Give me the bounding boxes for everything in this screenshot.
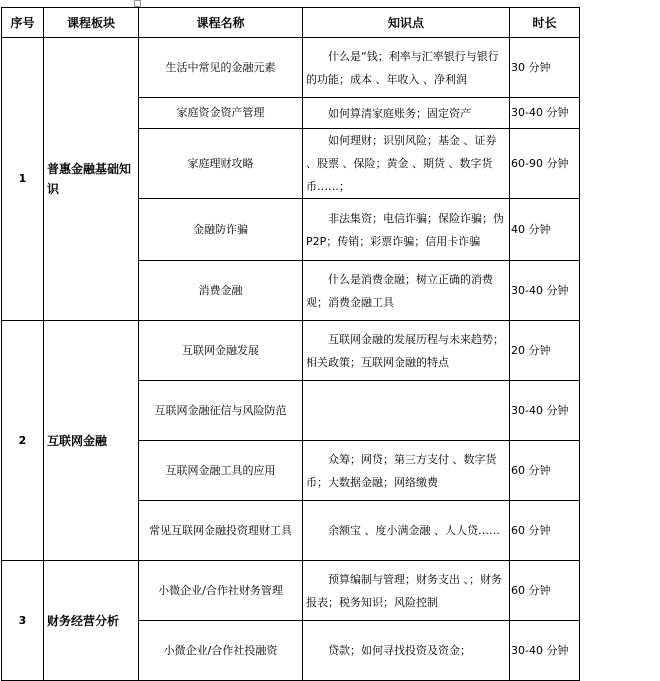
knowledge-points: 预算编制与管理；财务支出 、；财务报表；税务知识；风险控制 <box>303 561 510 621</box>
duration: 30-40 分钟 <box>510 98 580 129</box>
knowledge-points: 众筹；网贷；第三方支付 、数字货币；大数据金融；网络缴费 <box>303 441 510 501</box>
table-row <box>2 38 580 98</box>
group-module: 财务经营分析 <box>44 561 139 681</box>
knowledge-points: 非法集资；电信诈骗；保险诈骗；伪 P2P；传销；彩票诈骗；信用卡诈骗 <box>303 199 510 261</box>
header-course-name: 课程名称 <box>139 8 303 38</box>
table-anchor-icon <box>134 0 141 7</box>
course-name: 常见互联网金融投资理财工具 <box>139 501 303 561</box>
course-name: 互联网金融工具的应用 <box>139 441 303 501</box>
group-module: 互联网金融 <box>44 321 139 561</box>
knowledge-points: 互联网金融的发展历程与未来趋势；相关政策；互联网金融的特点 <box>303 321 510 381</box>
duration: 30-40 分钟 <box>510 261 580 321</box>
duration: 20 分钟 <box>510 321 580 381</box>
group-number: 2 <box>2 321 44 561</box>
course-name: 消费金融 <box>139 261 303 321</box>
course-name: 金融防诈骗 <box>139 199 303 261</box>
table-header-row <box>2 8 580 38</box>
table-row <box>2 561 580 621</box>
knowledge-points: 如何算清家庭账务；固定资产 <box>303 98 510 129</box>
group-module: 普惠金融基础知识 <box>44 38 139 321</box>
course-name: 家庭理财攻略 <box>139 129 303 199</box>
header-knowledge-points: 知识点 <box>303 8 510 38</box>
duration: 60 分钟 <box>510 501 580 561</box>
duration: 40 分钟 <box>510 199 580 261</box>
course-name: 生活中常见的金融元素 <box>139 38 303 98</box>
group-number: 3 <box>2 561 44 681</box>
knowledge-points: 什么是“钱；利率与汇率银行与银行的功能；成本 、年收入 、净利润 <box>303 38 510 98</box>
course-name: 互联网金融发展 <box>139 321 303 381</box>
header-duration: 时长 <box>510 8 580 38</box>
duration: 30 分钟 <box>510 38 580 98</box>
course-table <box>1 7 580 681</box>
knowledge-points: 什么是消费金融；树立正确的消费观；消费金融工具 <box>303 261 510 321</box>
duration: 60-90 分钟 <box>510 129 580 199</box>
header-no: 序号 <box>2 8 44 38</box>
duration: 30-40 分钟 <box>510 621 580 681</box>
course-name: 小微企业/合作社财务管理 <box>139 561 303 621</box>
knowledge-points: 余额宝 、度小满金融 、人人贷…… <box>303 501 510 561</box>
duration: 60 分钟 <box>510 441 580 501</box>
course-name: 互联网金融征信与风险防范 <box>139 381 303 441</box>
course-name: 家庭资金资产管理 <box>139 98 303 129</box>
knowledge-points: 贷款；如何寻找投资及资金； <box>303 621 510 681</box>
group-number: 1 <box>2 38 44 321</box>
duration: 60 分钟 <box>510 561 580 621</box>
knowledge-points <box>303 381 510 441</box>
table-row <box>2 321 580 381</box>
header-module: 课程板块 <box>44 8 139 38</box>
knowledge-points: 如何理财；识别风险；基金 、证券 、股票 、保险；黄金 、期货 、数字货币……； <box>303 129 510 199</box>
duration: 30-40 分钟 <box>510 381 580 441</box>
course-name: 小微企业/合作社投融资 <box>139 621 303 681</box>
